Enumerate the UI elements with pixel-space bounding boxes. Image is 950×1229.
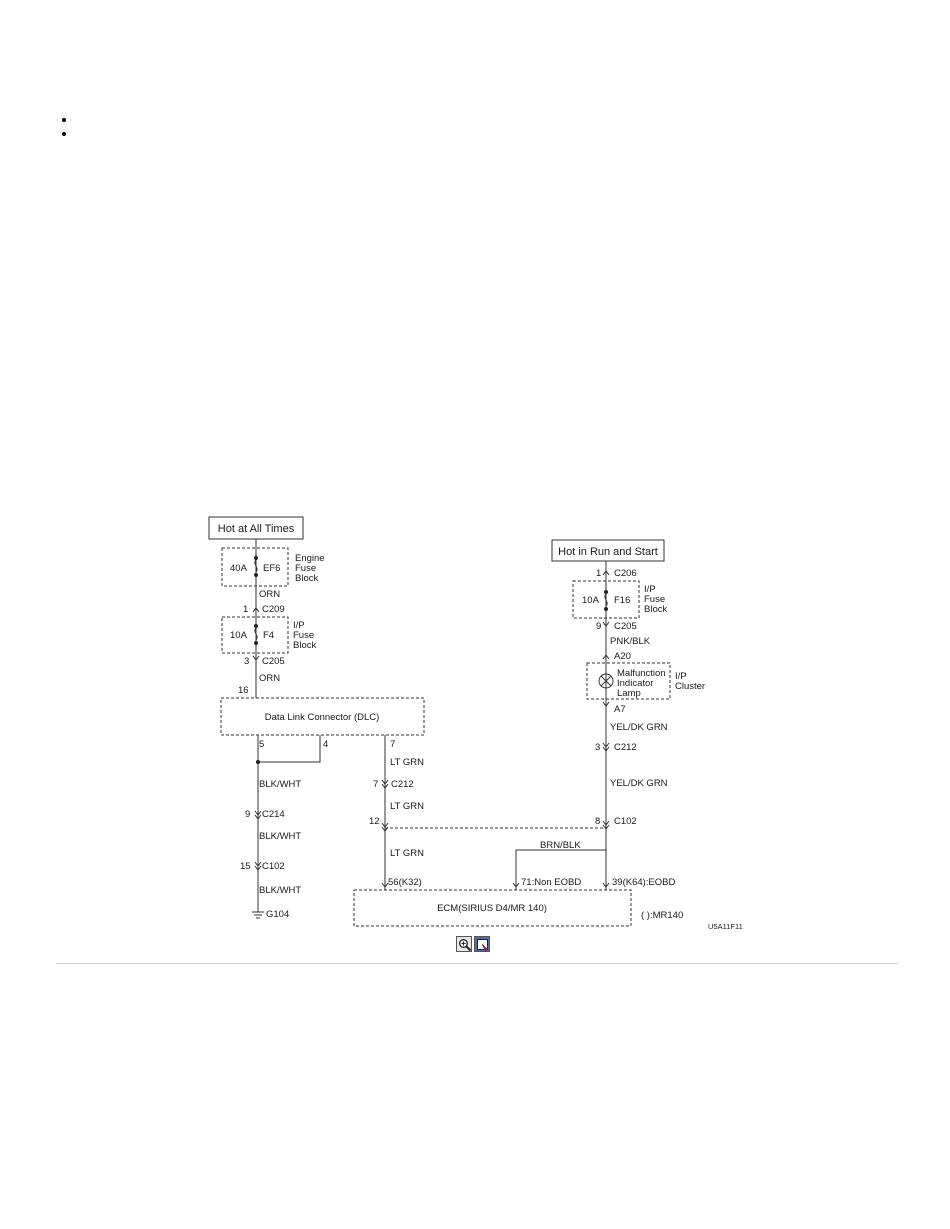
connector-label: C212: [614, 742, 637, 753]
fuse-ef6-label: Fuse: [295, 563, 317, 574]
ecm-note: ( ):MR140: [641, 910, 684, 921]
fuse-ef6-amp: 40A: [230, 563, 247, 574]
fuse-f16-label: Block: [644, 604, 668, 615]
pin-label: 9: [596, 621, 602, 632]
ecm-pin-label: 39(K64):EOBD: [612, 877, 676, 888]
select-icon[interactable]: [474, 936, 490, 952]
ground-icon: [252, 912, 264, 918]
connector-label: C205: [262, 656, 285, 667]
pin-label: 3: [244, 656, 250, 667]
pin-label: 7: [390, 739, 396, 750]
wire-label: PNK/BLK: [610, 636, 651, 647]
power-label-left: Hot at All Times: [217, 523, 295, 535]
connector-label: C212: [391, 779, 414, 790]
ground-label: G104: [266, 909, 290, 920]
figure-code: U5A11F11: [708, 922, 743, 931]
pin-label: 1: [596, 568, 602, 579]
fuse-ef6-label: Block: [295, 573, 319, 584]
pin-label: 1: [243, 604, 249, 615]
wire-label: BLK/WHT: [259, 831, 302, 842]
wire-label: ORN: [259, 589, 281, 600]
pin-label: 8: [595, 816, 601, 827]
wire-label: YEL/DK GRN: [610, 778, 668, 789]
wire-label: BLK/WHT: [259, 885, 302, 896]
ecm-pin-label: 56(K32): [388, 877, 422, 888]
wire-label: LT GRN: [390, 757, 424, 768]
mil-label: Lamp: [617, 688, 641, 699]
pin-label: 16: [238, 685, 249, 696]
diagram-toolbar: [456, 936, 490, 952]
fuse-f16-label: Fuse: [644, 594, 666, 605]
connector-label: C214: [262, 809, 285, 820]
power-label-right: Hot in Run and Start: [558, 546, 658, 558]
zoom-in-icon[interactable]: [456, 936, 472, 952]
divider: [56, 963, 898, 964]
fuse-f4-amp: 10A: [230, 630, 247, 641]
wire-label: YEL/DK GRN: [610, 722, 668, 733]
fuse-f16-id: F16: [614, 595, 631, 606]
connector-label: C206: [614, 568, 637, 579]
connector-label: C102: [262, 861, 285, 872]
fuse-f4-label: Fuse: [293, 630, 315, 641]
pin-label: 5: [259, 739, 265, 750]
pin-label: 4: [323, 739, 329, 750]
cluster-label: I/P: [675, 671, 687, 682]
fuse-ef6-id: EF6: [263, 563, 281, 574]
fuse-f4-id: F4: [263, 630, 275, 641]
connector-label: C102: [614, 816, 637, 827]
fuse-ef6-label: Engine: [295, 553, 325, 564]
pin-label: 3: [595, 742, 601, 753]
pin-label: 12: [369, 816, 380, 827]
wire-label: BRN/BLK: [540, 840, 581, 851]
wire-label: ORN: [259, 673, 281, 684]
pin-label: 9: [245, 809, 251, 820]
cluster-label: Cluster: [675, 681, 706, 692]
mil-label: Malfunction: [617, 668, 666, 679]
ecm-pin-label: 71:Non EOBD: [521, 877, 582, 888]
mil-label: Indicator: [617, 678, 654, 689]
connector-label: C205: [614, 621, 637, 632]
wire-label: LT GRN: [390, 801, 424, 812]
wire-label: BLK/WHT: [259, 779, 302, 790]
ecm-label: ECM(SIRIUS D4/MR 140): [437, 903, 547, 914]
wire-label: LT GRN: [390, 848, 424, 859]
fuse-f16-amp: 10A: [582, 595, 599, 606]
fuse-f16-label: I/P: [644, 584, 656, 595]
connector-label: A20: [614, 651, 631, 662]
fuse-f4-label: I/P: [293, 620, 305, 631]
fuse-f4-label: Block: [293, 640, 317, 651]
dlc-label: Data Link Connector (DLC): [264, 712, 380, 723]
pin-label: 15: [240, 861, 251, 872]
pin-label: 7: [373, 779, 379, 790]
connector-label: C209: [262, 604, 285, 615]
connector-label: A7: [614, 704, 626, 715]
